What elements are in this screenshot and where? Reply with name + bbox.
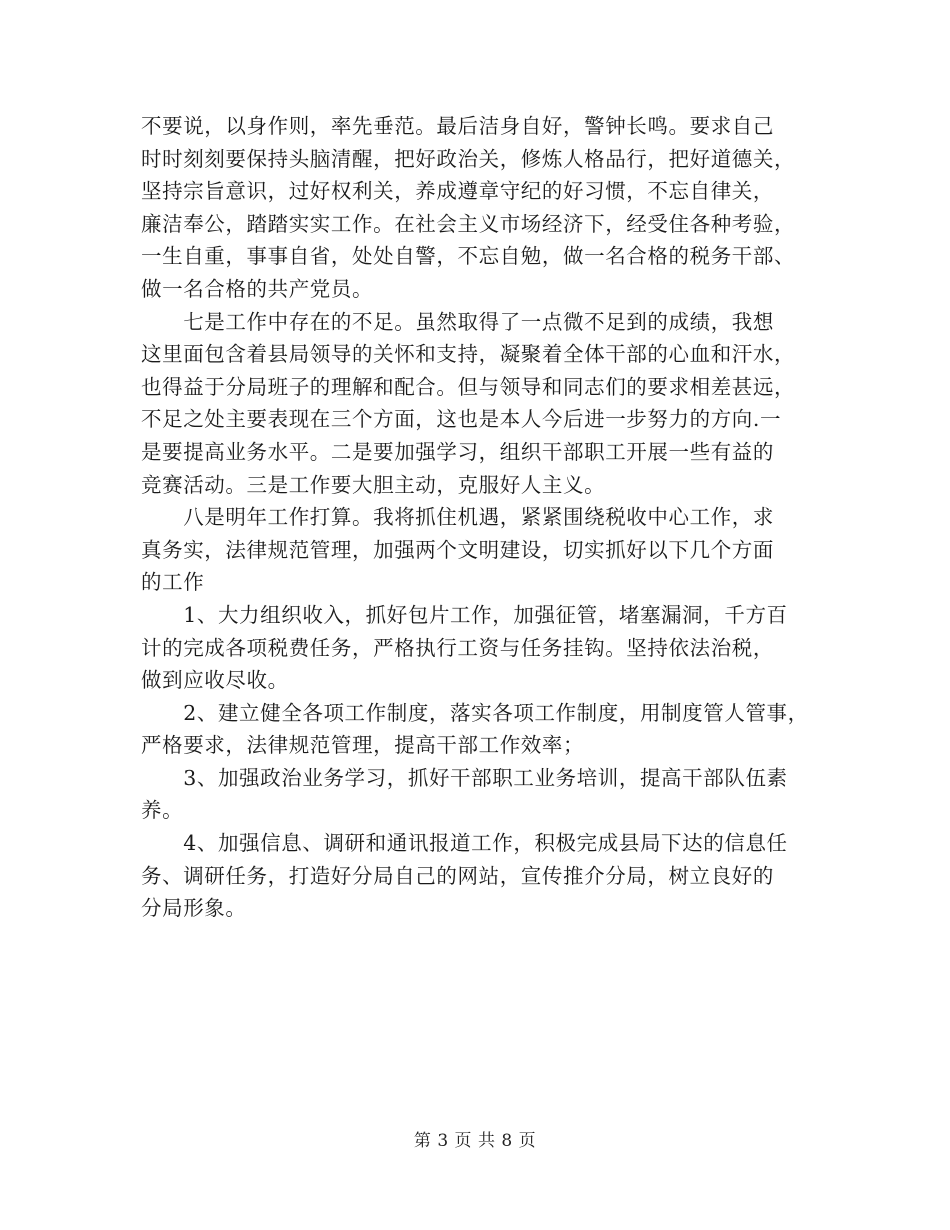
text-line: 分局形象。 xyxy=(141,896,247,921)
text-line: 养。 xyxy=(141,798,184,823)
text-line: 不足之处主要表现在三个方面，这也是本人今后进一步努力的方向.一 xyxy=(141,407,782,432)
text-line: 廉洁奉公，踏踏实实工作。在社会主义市场经济下，经受住各种考验， xyxy=(141,211,796,236)
text-line: 时时刻刻要保持头脑清醒，把好政治关，修炼人格品行，把好道德关， xyxy=(141,146,796,171)
list-item-line: 3、加强政治业务学习，抓好干部职工业务培训，提高干部队伍素 xyxy=(141,765,788,790)
text-line: 真务实，法律规范管理，加强两个文明建设，切实抓好以下几个方面 xyxy=(141,537,774,562)
text-line: 也得益于分局班子的理解和配合。但与领导和同志们的要求相差甚远， xyxy=(141,374,796,399)
paragraph-start-line: 八是明年工作打算。我将抓住机遇，紧紧围绕税收中心工作，求 xyxy=(141,505,774,530)
text-line: 竞赛活动。三是工作要大胆主动，克服好人主义。 xyxy=(141,472,606,497)
text-line: 不要说，以身作则，率先垂范。最后洁身自好，警钟长鸣。要求自己 xyxy=(141,114,774,138)
text-line: 做到应收尽收。 xyxy=(141,668,289,693)
body-text xyxy=(141,110,821,925)
text-line: 坚持宗旨意识，过好权利关，养成遵章守纪的好习惯，不忘自律关， xyxy=(141,179,774,204)
text-line: 一生自重，事事自省，处处自警，不忘自勉，做一名合格的税务干部、 xyxy=(141,244,796,269)
text-line: 严格要求，法律规范管理，提高干部工作效率； xyxy=(141,733,585,758)
text-line: 是要提高业务水平。二是要加强学习，组织干部职工开展一些有益的 xyxy=(141,439,774,464)
text-line: 计的完成各项税费任务，严格执行工资与任务挂钩。坚持依法治税， xyxy=(141,635,774,660)
list-item-line: 4、加强信息、调研和通讯报道工作，积极完成县局下达的信息任 xyxy=(141,831,788,856)
text-line: 做一名合格的共产党员。 xyxy=(141,276,374,301)
paragraph-start-line: 七是工作中存在的不足。虽然取得了一点微不足到的成绩，我想 xyxy=(141,309,774,334)
list-item-line: 2、建立健全各项工作制度，落实各项工作制度，用制度管人管事， xyxy=(141,700,809,725)
text-line: 务、调研任务，打造好分局自己的网站，宣传推介分局，树立良好的 xyxy=(141,863,774,888)
text-line: 的工作 xyxy=(141,570,205,595)
list-item-line: 1、大力组织收入，抓好包片工作，加强征管，堵塞漏洞，千方百 xyxy=(141,602,788,627)
text-line: 这里面包含着县局领导的关怀和支持，凝聚着全体干部的心血和汗水， xyxy=(141,342,796,367)
page-footer: 第 3 页 共 8 页 xyxy=(413,1131,537,1151)
